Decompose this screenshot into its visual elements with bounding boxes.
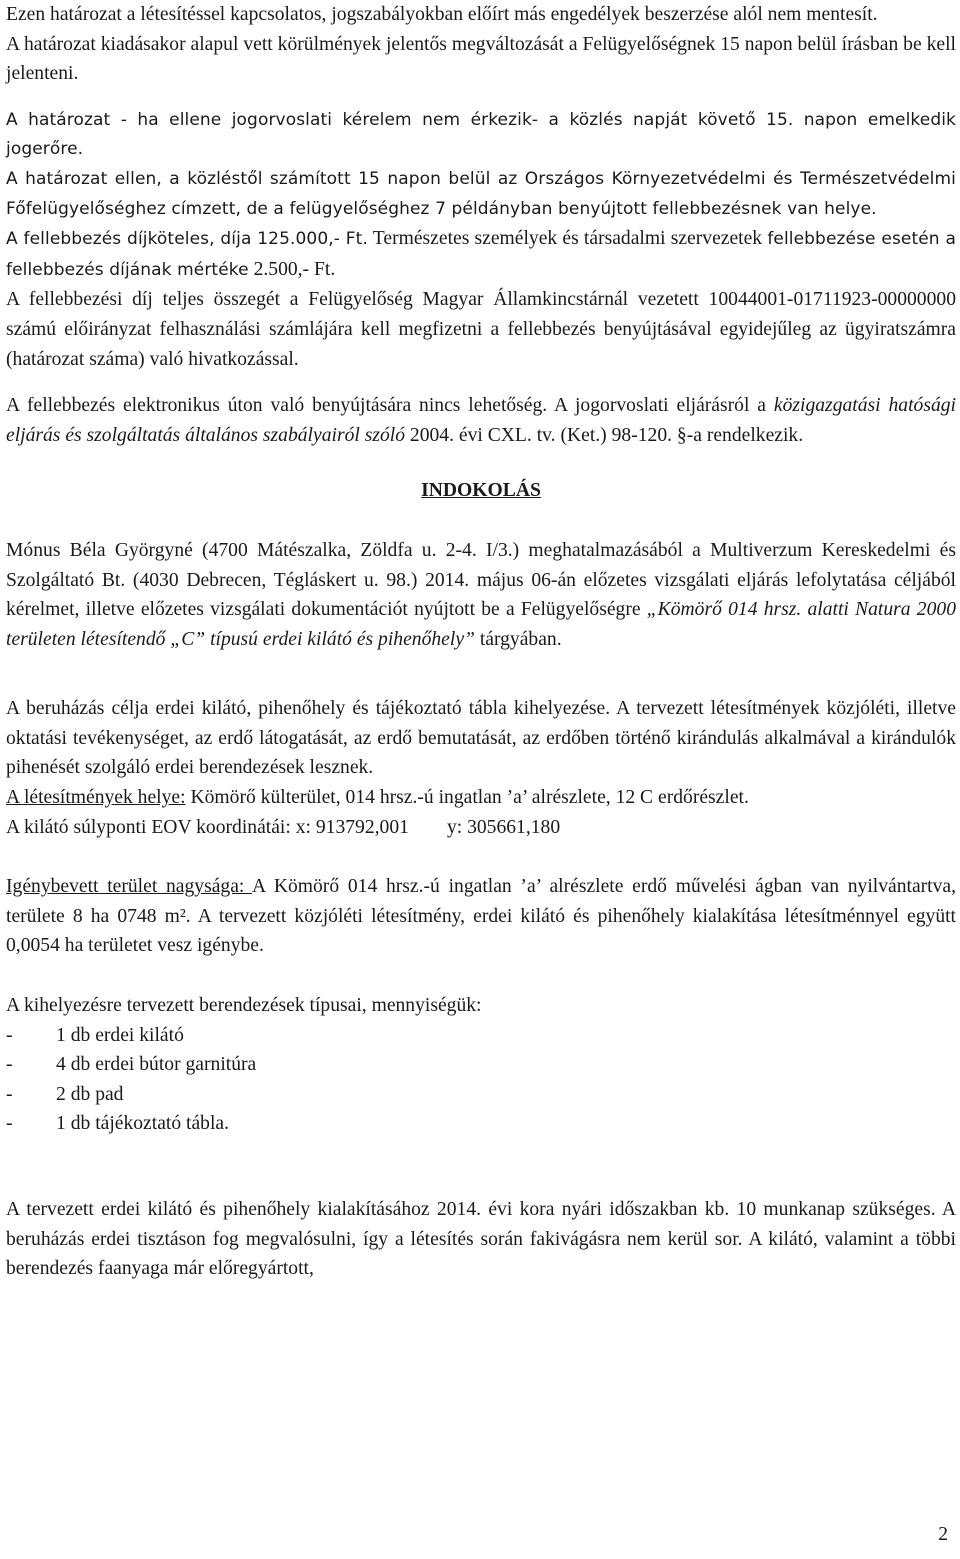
paragraph-appeal: A határozat ellen, a közléstől számított 15 napon belül az Országos Környezetvédelmi és Természetvédelmi Főfelügyelőséghez címzett, de a felügyelőséghez 7 példányban benyújtott fellebbezésnek van helye. bbox=[6, 168, 956, 219]
appeal-fee-text: A fellebbezés díjköteles, díja 125.000,- Ft. bbox=[6, 229, 368, 250]
paragraph-legal-remedy bbox=[6, 391, 956, 450]
list-item: - 2 db pad bbox=[6, 1083, 124, 1105]
request-text: Mónus Béla Györgyné (4700 Mátészalka, Zöldfa u. 2-4. I/3.) meghatalmazásából a Multiverzum Kereskedelmi és Szolgáltató Bt. (4030 Debrecen, Tégláskert u. 98.) 2014. május 06-án előzetes vizsgálati eljárás lefolytatása céljából kérelmet, illetve előzetes vizsgálati dokumentációt nyújtott be a Felügyelőségre bbox=[6, 539, 956, 621]
appeal-fee-reduced-text: fellebbezése esetén a fellebbezés díjának mértéke bbox=[6, 229, 956, 280]
legal-remedy-act-title: közigazgatási hatósági eljárás és szolgáltatás általános szabályairól szóló bbox=[6, 395, 956, 446]
request-subject: „Kömörő 014 hrsz. alatti Natura 2000 területen létesítendő „C” típusú erdei kilátó és pihenőhely” bbox=[6, 599, 956, 650]
location-text: Kömörő külterület, 014 hrsz.-ú ingatlan ’a’ alrészlete, 12 C erdőrészlet. bbox=[185, 787, 749, 809]
page-number: 2 bbox=[938, 1524, 948, 1545]
paragraph-appeal-fee bbox=[6, 224, 956, 285]
paragraph-area bbox=[6, 872, 956, 961]
paragraph-equipment-intro: A kihelyezésre tervezett berendezések típusai, mennyiségük: bbox=[6, 995, 482, 1017]
paragraph-notification: A határozat kiadásakor alapul vett körülmények jelentős megváltozását a Felügyelőségnek 15 napon belül írásban be kell jelenteni. bbox=[6, 33, 956, 85]
list-item: - 4 db erdei bútor garnitúra bbox=[6, 1054, 257, 1076]
section-heading: INDOKOLÁS bbox=[421, 480, 541, 502]
coordinate-x: A kilátó súlyponti EOV koordinátái: x: 913792,001 bbox=[6, 816, 409, 838]
paragraph-finality: A határozat - ha ellene jogorvoslati kérelem nem érkezik- a közlés napját követő 15. napon emelkedik jogerőre. bbox=[6, 109, 956, 160]
area-text: A Kömörő 014 hrsz.-ú ingatlan ’a’ alrészlete erdő művelési ágban van nyilvántartva, területe 8 ha 0748 m². A tervezett közjóléti létesítmény, erdei kilátó és pihenőhely kialakítása létesítménnyel együtt 0,0054 ha területet vesz igénybe. bbox=[6, 876, 956, 957]
paragraph-permits: Ezen határozat a létesítéssel kapcsolatos, jogszabályokban előírt más engedélyek beszerzése alól nem mentesít. bbox=[6, 4, 878, 25]
list-item: - 1 db tájékoztató tábla. bbox=[6, 1113, 230, 1135]
paragraph-request bbox=[6, 536, 956, 654]
paragraph-investment-goal: A beruházás célja erdei kilátó, pihenőhely és tájékoztató tábla kihelyezése. A tervezett létesítmények közjóléti, illetve oktatási tevékenységet, az erdő látogatását, az erdő bemutatását, az erdőben történő kirándulás alkalmával a kirándulók pihenését szolgáló erdei berendezések lesznek. bbox=[6, 698, 956, 779]
appeal-fee-reduced-intro: Természetes személyek és társadalmi szervezetek bbox=[367, 228, 768, 250]
paragraph-schedule: A tervezett erdei kilátó és pihenőhely kialakításához 2014. évi kora nyári időszakban kb. 10 munkanap szükséges. A beruházás erdei tisztáson fog megvalósulni, így a létesítés során fakivágásra nem kerül sor. A kilátó, valamint a többi berendezés faanyaga már előregyártott, bbox=[6, 1199, 956, 1280]
request-end: tárgyában. bbox=[474, 628, 562, 650]
paragraph-location bbox=[6, 783, 956, 813]
paragraph-fee-payment: A fellebbezési díj teljes összegét a Felügyelőség Magyar Államkincstárnál vezetett 10044001-01711923-00000000 számú előirányzat felhasználási számlájára kell megfizetni a fellebbezés benyújtásával egyidejűleg az ügyiratszámra (határozat száma) való hivatkozással. bbox=[6, 289, 956, 370]
legal-remedy-act-ref: 2004. évi CXL. tv. (Ket.) 98-120. §-a rendelkezik. bbox=[405, 424, 804, 446]
list-item: - 1 db erdei kilátó bbox=[6, 1024, 184, 1046]
location-label: A létesítmények helye: bbox=[6, 787, 186, 809]
appeal-fee-reduced-amount: 2.500,- Ft. bbox=[248, 258, 336, 280]
equipment-list bbox=[6, 1021, 956, 1139]
paragraph-coordinates bbox=[6, 813, 956, 843]
coordinate-y: y: 305661,180 bbox=[446, 816, 561, 838]
area-label: Igénybevett terület nagysága: bbox=[6, 876, 253, 898]
legal-remedy-text: A fellebbezés elektronikus úton való benyújtására nincs lehetőség. A jogorvoslati eljárásról a bbox=[6, 395, 774, 417]
